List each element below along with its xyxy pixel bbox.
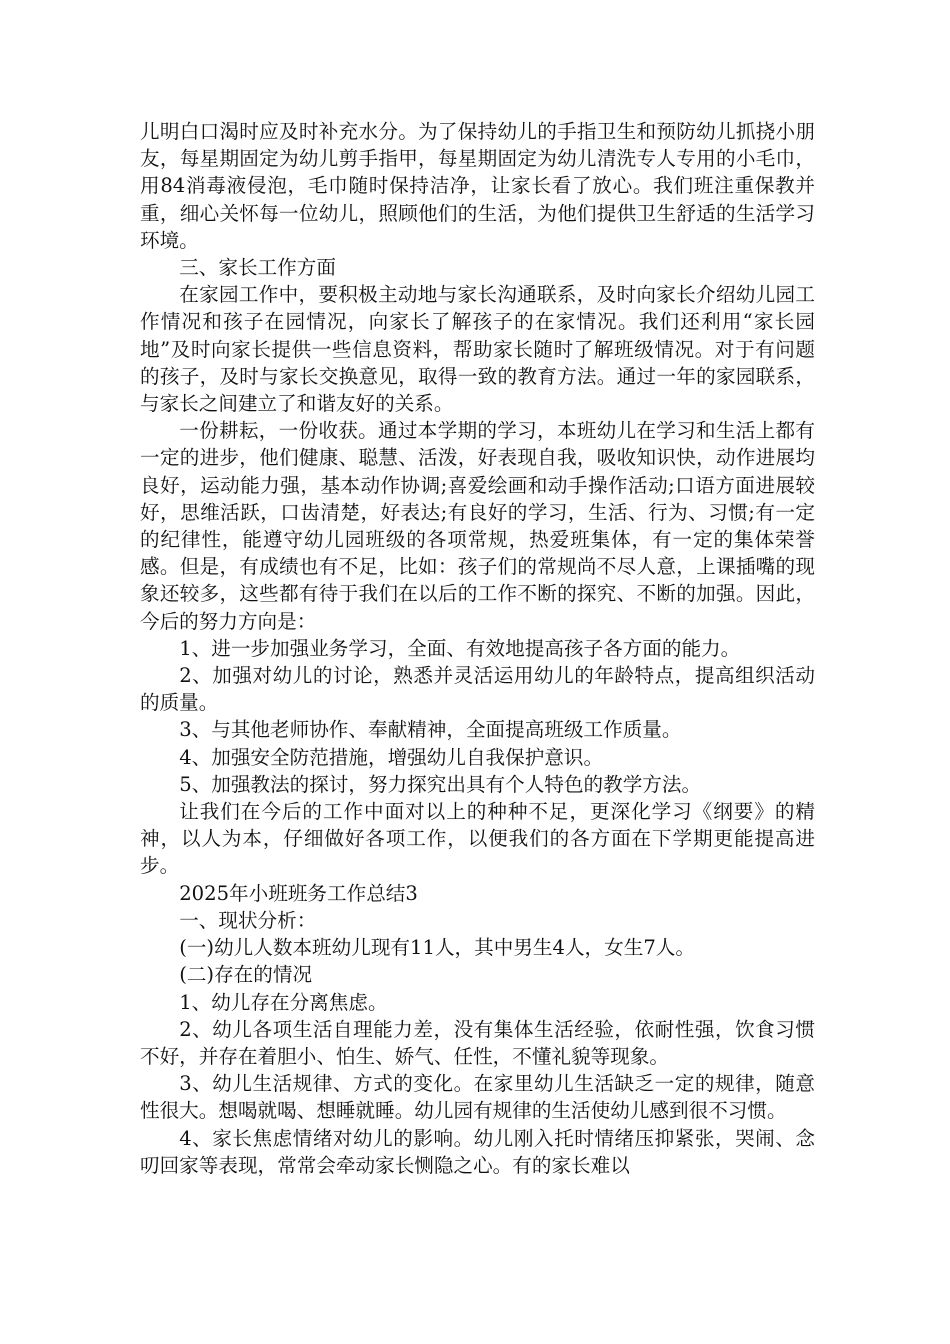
- subheading-existing-issues: (二)存在的情况: [179, 963, 313, 987]
- paragraph-summary: 一份耕耘，一份收获。通过本学期的学习，本班幼儿在学习和生活上都有一定的进步，他们健康、聪慧、活泼，好表现自我，吸收知识快，动作进展均良好，运动能力强，基本动作协调;喜爱绘画和动手操作活动;口语方面进展较好，思维活跃，口齿清楚，好表达;有良好的学习，生活、行为、习惯;有一定的纪律性，能遵守幼儿园班级的各项常规，热爱班集体，有一定的集体荣誉感。但是，有成绩也有不足，比如：孩子们的常规尚不尽人意，上课插嘴的现象还较多，这些都有待于我们在以后的工作不断的探究、不断的加强。因此，今后的努力方向是：: [140, 419, 815, 633]
- section-heading-status-analysis: 一、现状分析：: [179, 908, 317, 932]
- list-item-direction-2: 2、加强对幼儿的讨论，熟悉并灵活运用幼儿的年龄特点，提高组织活动的质量。: [140, 664, 815, 715]
- list-item-direction-3: 3、与其他老师协作、奉献精神，全面提高班级工作质量。: [179, 718, 682, 742]
- paragraph-class-size: (一)幼儿人数本班幼儿现有11人，其中男生4人，女生7人。: [179, 936, 695, 960]
- list-item-direction-4: 4、加强安全防范措施，增强幼儿自我保护意识。: [179, 745, 604, 769]
- list-item-issue-1: 1、幼儿存在分离焦虑。: [179, 990, 388, 1014]
- document-title-summary-3: 2025年小班班务工作总结3: [179, 881, 418, 905]
- paragraph-closing: 让我们在今后的工作中面对以上的种种不足，更深化学习《纲要》的精神，以人为本，仔细做好各项工作，以便我们的各方面在下学期更能提高进步。: [140, 800, 815, 878]
- list-item-direction-1: 1、进一步加强业务学习，全面、有效地提高孩子各方面的能力。: [179, 636, 741, 660]
- list-item-direction-5: 5、加强教法的探讨，努力探究出具有个人特色的教学方法。: [179, 772, 702, 796]
- document-page: [140, 118, 815, 1179]
- list-item-issue-4: 4、家长焦虑情绪对幼儿的影响。幼儿刚入托时情绪压抑紧张，哭闹、念叨回家等表现，常常会牵动家长恻隐之心。有的家长难以: [140, 1126, 815, 1177]
- paragraph-hygiene-continuation: 儿明白口渴时应及时补充水分。为了保持幼儿的手指卫生和预防幼儿抓挠小朋友，每星期固定为幼儿剪手指甲，每星期固定为幼儿清洗专人专用的小毛巾，用84消毒液侵泡，毛巾随时保持洁净，让家长看了放心。我们班注重保教并重，细心关怀每一位幼儿，照顾他们的生活，为他们提供卫生舒适的生活学习环境。: [140, 120, 815, 252]
- section-heading-parent-work: 三、家长工作方面: [179, 256, 336, 280]
- list-item-issue-3: 3、幼儿生活规律、方式的变化。在家里幼儿生活缺乏一定的规律，随意性很大。想喝就喝、想睡就睡。幼儿园有规律的生活使幼儿感到很不习惯。: [140, 1072, 815, 1123]
- list-item-issue-2: 2、幼儿各项生活自理能力差，没有集体生活经验，依耐性强，饮食习惯不好，并存在着胆小、怕生、娇气、任性，不懂礼貌等现象。: [140, 1017, 815, 1068]
- paragraph-parent-work: 在家园工作中，要积极主动地与家长沟通联系，及时向家长介绍幼儿园工作情况和孩子在园情况，向家长了解孩子的在家情况。我们还利用“家长园地”及时向家长提供一些信息资料，帮助家长随时了解班级情况。对于有问题的孩子，及时与家长交换意见，取得一致的教育方法。通过一年的家园联系，与家长之间建立了和谐友好的关系。: [140, 283, 815, 416]
